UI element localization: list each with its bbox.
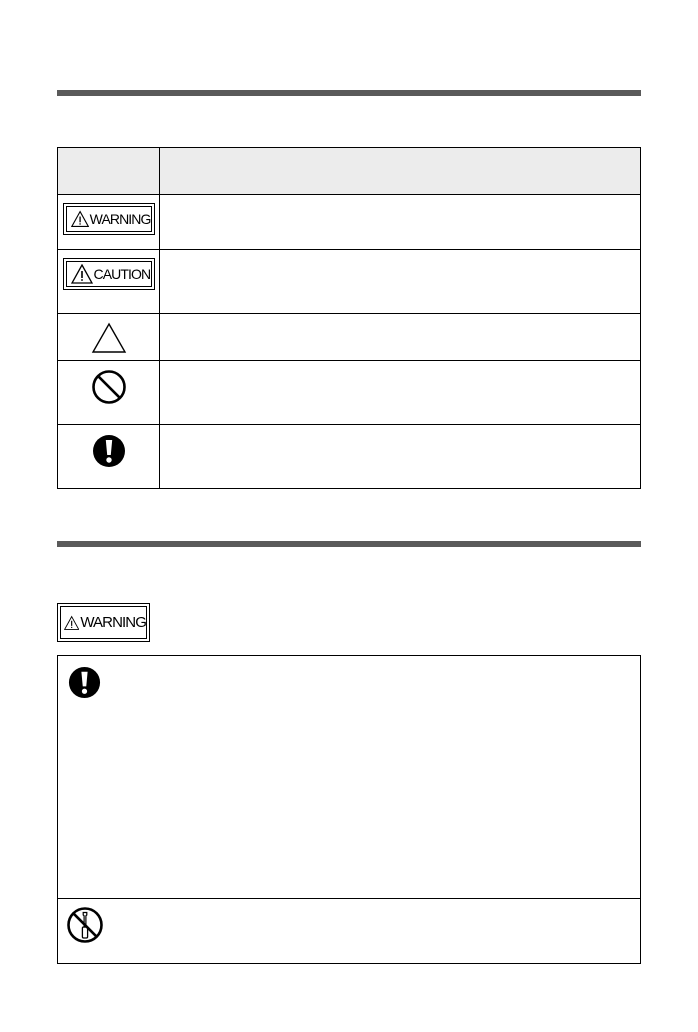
- table-row: [58, 360, 640, 424]
- caution-label-text: CAUTION: [93, 266, 151, 282]
- symbol-table: [57, 147, 641, 489]
- warning-box: [57, 655, 641, 964]
- triangle-icon: [91, 322, 127, 354]
- table-row: [58, 194, 640, 249]
- warning-item: [58, 656, 640, 899]
- prohibition-icon: [91, 369, 127, 405]
- section-rule: [57, 541, 641, 547]
- mandatory-action-icon: [91, 433, 127, 469]
- warning-item: [58, 899, 640, 963]
- warning-triangle-icon: [71, 209, 89, 229]
- table-header-row: [58, 148, 640, 194]
- warning-label: [63, 203, 155, 235]
- warning-label-text: WARNING: [89, 211, 151, 227]
- caution-triangle-icon: [71, 264, 93, 284]
- header-symbol-cell: [58, 148, 160, 194]
- table-row: [58, 249, 640, 313]
- warning-triangle-icon: [64, 612, 79, 634]
- mandatory-action-icon: [67, 665, 102, 700]
- warning-section-label: [57, 603, 150, 642]
- caution-label: [63, 258, 155, 290]
- table-row: [58, 313, 640, 360]
- header-description-cell: [160, 148, 640, 194]
- table-row: [58, 424, 640, 488]
- warning-section-label-text: WARNING: [80, 614, 146, 631]
- section-rule: [57, 90, 641, 96]
- do-not-disassemble-icon: [66, 906, 104, 944]
